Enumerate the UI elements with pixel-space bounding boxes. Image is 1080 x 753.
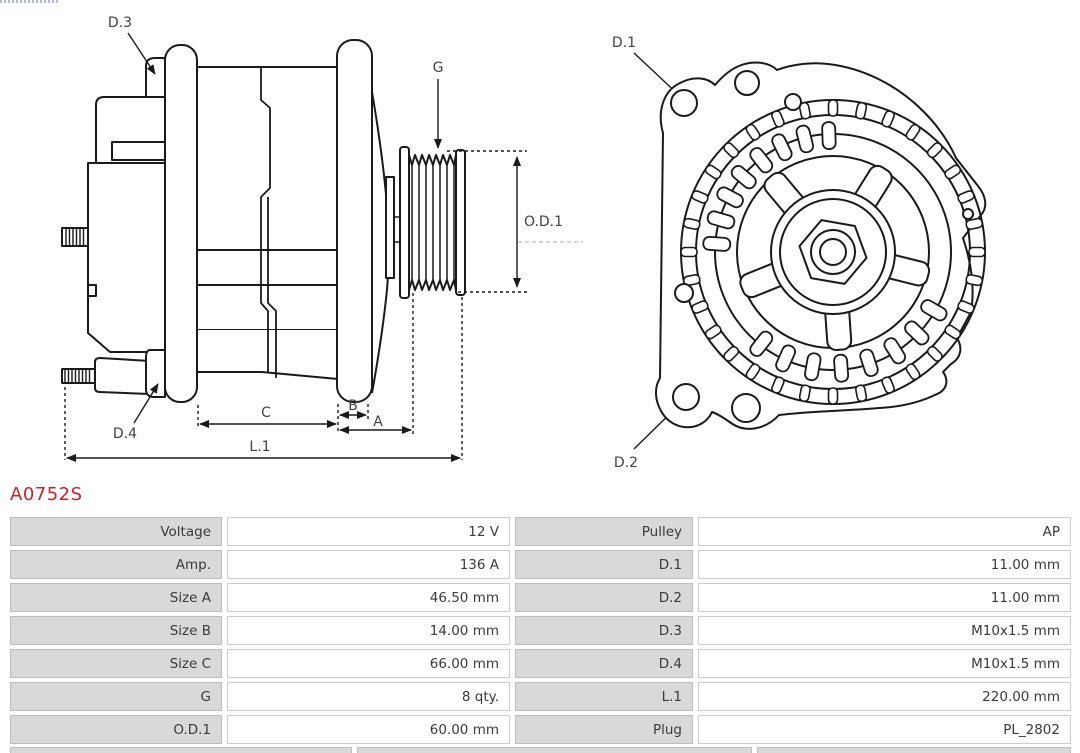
leader-d3 (128, 33, 155, 74)
spec-label-cell: D.4 (515, 649, 693, 678)
cropped-cell (757, 747, 1071, 753)
dim-label-d2: D.2 (613, 455, 639, 471)
spec-table-right (515, 517, 1071, 744)
spec-value-cell: 220.00 mm (698, 682, 1071, 711)
dim-label-od1: O.D.1 (524, 214, 564, 230)
spec-value-cell: AP (698, 517, 1071, 546)
spec-label-cell: Size B (10, 616, 222, 645)
spec-label-cell: D.2 (515, 583, 693, 612)
rear-flange (165, 45, 197, 402)
spec-value-cell: PL_2802 (698, 715, 1071, 744)
spec-value-cell: M10x1.5 mm (698, 616, 1071, 645)
spec-label-cell: Plug (515, 715, 693, 744)
spec-value-cell: 11.00 mm (698, 550, 1071, 579)
side-view (62, 40, 465, 402)
dim-label-d1: D.1 (611, 35, 637, 51)
dim-label-c: C (261, 405, 271, 421)
spec-value-cell: 46.50 mm (227, 583, 510, 612)
rear-housing (88, 97, 165, 352)
front-view (656, 63, 985, 429)
dim-label-g: G (432, 60, 444, 76)
spec-table-left (10, 517, 510, 744)
fan-plate (386, 177, 394, 278)
spec-value-cell: 14.00 mm (227, 616, 510, 645)
dim-label-d3: D.3 (107, 15, 133, 31)
cropped-cell (357, 747, 752, 753)
spec-value-cell: M10x1.5 mm (698, 649, 1071, 678)
mount-ear-d4 (146, 350, 165, 397)
terminal-stud-upper (62, 228, 88, 246)
spec-label-cell: Size A (10, 583, 222, 612)
cropped-next-table-row (10, 747, 1071, 753)
mount-hole-top (735, 71, 759, 95)
spec-value-cell: 11.00 mm (698, 583, 1071, 612)
spec-value-cell: 8 qty. (227, 682, 510, 711)
spec-label-cell: Voltage (10, 517, 222, 546)
cropped-cell (10, 747, 352, 753)
spec-label-cell: D.1 (515, 550, 693, 579)
terminal-stud-lower (62, 358, 158, 394)
mount-hole-bottom (732, 394, 760, 422)
spec-label-cell: Pulley (515, 517, 693, 546)
pulley (400, 147, 465, 298)
spec-label-cell: Size C (10, 649, 222, 678)
spec-label-cell: O.D.1 (10, 715, 222, 744)
mount-hole-d2 (673, 384, 699, 410)
spec-value-cell: 136 A (227, 550, 510, 579)
spec-label-cell: Amp. (10, 550, 222, 579)
dim-label-l1: L.1 (249, 439, 271, 455)
dim-label-b: B (348, 398, 358, 414)
spec-label-cell: L.1 (515, 682, 693, 711)
spec-label-cell: D.3 (515, 616, 693, 645)
spec-value-cell: 60.00 mm (227, 715, 510, 744)
spec-label-cell: G (10, 682, 222, 711)
dim-label-d4: D.4 (112, 426, 138, 442)
dim-label-a: A (373, 414, 383, 430)
spec-value-cell: 12 V (227, 517, 510, 546)
front-flange (337, 40, 372, 402)
spec-value-cell: 66.00 mm (227, 649, 510, 678)
mount-hole-d1 (671, 90, 697, 116)
part-number-title: A0752S (10, 484, 83, 505)
